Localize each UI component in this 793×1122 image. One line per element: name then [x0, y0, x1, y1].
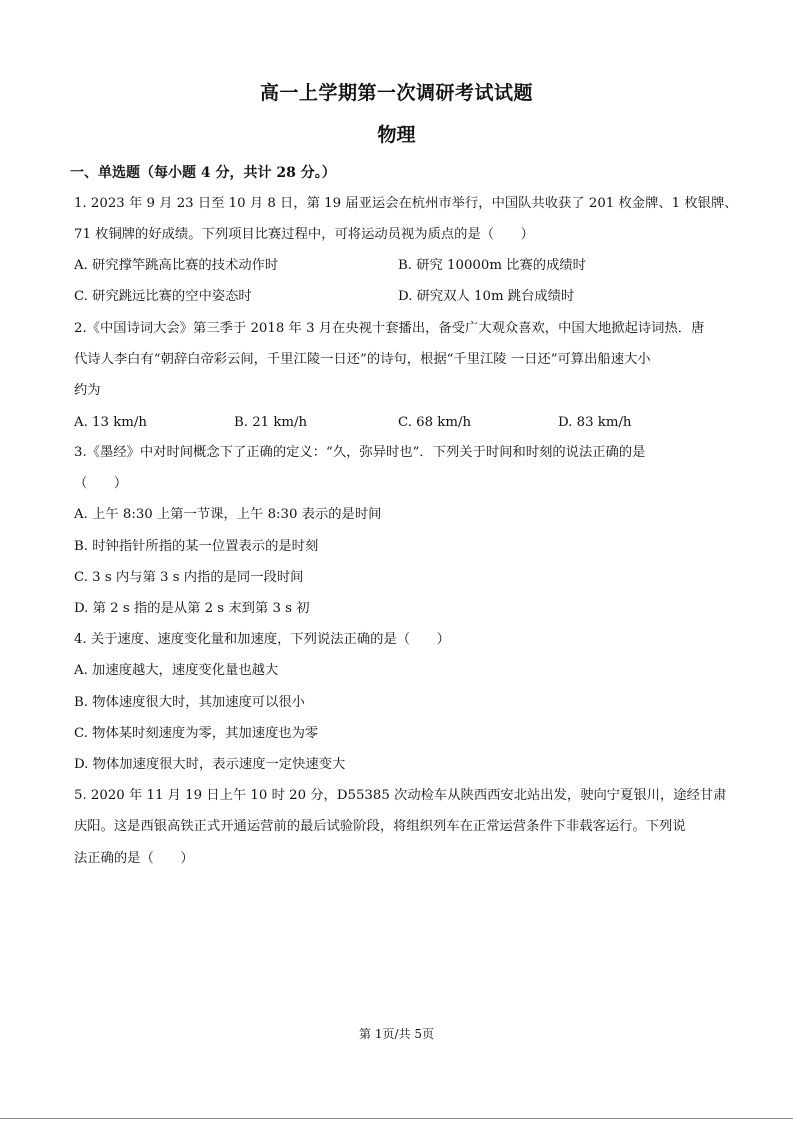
question-4-option-b: B. 物体速度很大时，其加速度可以很小 [74, 695, 305, 710]
question-5-line-1: 5. 2020 年 11 月 19 日上午 10 时 20 分，D55385 次动检车从陕西西安北站出发，驶向宁夏银川，途经甘肃 [74, 788, 727, 803]
question-3-line-2: （ ） [74, 476, 128, 491]
question-3-option-d: D. 第 2 s 指的是从第 2 s 末到第 3 s 初 [74, 601, 310, 616]
exam-title: 高一上学期第一次调研考试试题 [259, 82, 533, 104]
question-3-line-1: 3.《墨经》中对时间概念下了正确的定义：“久，弥异时也”．下列关于时间和时刻的说法正确的是 [74, 445, 646, 460]
question-4-option-d: D. 物体加速度很大时，表示速度一定快速变大 [74, 757, 346, 772]
page-number: 第 1页/共 5页 [359, 1027, 434, 1041]
question-3-option-c: C. 3 s 内与第 3 s 内指的是同一段时间 [74, 570, 304, 585]
question-1-option-c: C. 研究跳远比赛的空中姿态时 [74, 289, 252, 304]
question-5-line-3: 法正确的是（ ） [74, 851, 194, 866]
question-3-option-b: B. 时钟指针所指的某一位置表示的是时刻 [74, 539, 319, 554]
question-1-line-1: 1. 2023 年 9 月 23 日至 10 月 8 日，第 19 届亚运会在杭州市举行，中国队共收获了 201 枚金牌、1 枚银牌、 [74, 196, 738, 211]
exam-subject: 物理 [377, 124, 416, 146]
question-1-line-2: 71 枚铜牌的好成绩。下列项目比赛过程中，可将运动员视为质点的是（ ） [74, 227, 534, 242]
question-1-option-d: D. 研究双人 10m 跳台成绩时 [398, 289, 575, 304]
question-1-option-b: B. 研究 10000m 比赛的成绩时 [398, 258, 586, 273]
question-2-line-3: 约为 [74, 383, 101, 398]
question-2-line-1: 2.《中国诗词大会》第三季于 2018 年 3 月在央视十套播出，备受广大观众喜欢，中国大地掀起诗词热．唐 [74, 321, 705, 336]
question-5-line-2: 庆阳。这是西银高铁正式开通运营前的最后试验阶段，将组织列车在正常运营条件下非载客运行。下列说 [74, 819, 686, 834]
question-1-option-a: A. 研究撑竿跳高比赛的技术动作时 [74, 258, 279, 273]
question-4-option-a: A. 加速度越大，速度变化量也越大 [74, 663, 279, 678]
question-2-option-a: A. 13 km/h [74, 415, 147, 430]
section-heading: 一、单选题（每小题 4 分，共计 28 分。） [70, 165, 336, 181]
question-2-line-2: 代诗人李白有“朝辞白帝彩云间，千里江陵一日还”的诗句，根据“千里江陵 一日还”可算出船速大小 [74, 352, 651, 367]
question-3-option-a: A. 上午 8:30 上第一节课，上午 8:30 表示的是时间 [74, 507, 382, 522]
question-2-option-c: C. 68 km/h [398, 415, 472, 430]
bottom-divider [0, 1118, 793, 1119]
question-2-option-b: B. 21 km/h [234, 415, 308, 430]
question-2-option-d: D. 83 km/h [558, 415, 632, 430]
question-4-line-1: 4. 关于速度、速度变化量和加速度，下列说法正确的是（ ） [74, 632, 450, 647]
question-4-option-c: C. 物体某时刻速度为零，其加速度也为零 [74, 726, 319, 741]
